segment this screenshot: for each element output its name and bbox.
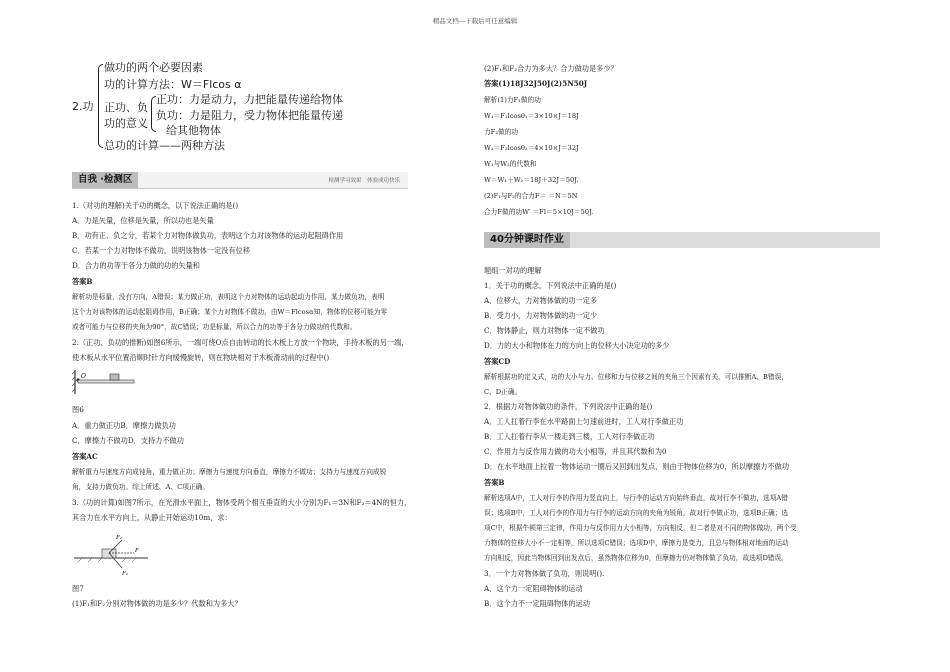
outline-item-positive: 正功：力是动力，力把能量传递给物体 (156, 93, 343, 106)
q3-explain-6: W＝W₁＋W₂＝18J＋32J＝50J. (484, 176, 579, 184)
r2-explain-4: 力物体的位移大小不一定相等，所以选项C错误；选项D中，摩擦力是变力，且总与物体相对地面的运动 (484, 539, 789, 547)
q2-explain-1: 解析重力与速度方向成钝角，重力做正功；摩擦力与速度方向垂直，摩擦力不做功；支持力与速度方向成锐 (72, 468, 387, 476)
figure-7-label-f1: F₁ (116, 535, 123, 541)
q2-options-cd: C．摩擦力不做功D．支持力不做功 (72, 436, 184, 445)
r3-stem: 3．一个力对物体做了负功，则说明(). (484, 569, 605, 578)
r2-option-d: D．在水平地面上拉着一物体运动一圈后又回到出发点，则由于物体位移为0，所以摩擦力不做功 (484, 462, 790, 471)
outline-item-formula: 功的计算方法：W＝Flcos α (104, 78, 242, 91)
r2-option-b: B．工人扛着行李从一楼走到三楼，工人对行李做正功 (484, 432, 655, 441)
q2-options-ab: A．重力做正功B．摩擦力做负功 (72, 421, 176, 430)
q1-explain-3: 或者可能力与位移的夹角为90°，故C错误；功是标量，所以合力的功等于各分力做功的代数和。 (72, 323, 357, 331)
r2-explain-1: 解析选项A中，工人对行李的作用力竖直向上，与行李的运动方向始终垂直，故对行李不做功，选项A错 (484, 494, 788, 502)
r2-explain-5: 方向相反，因此当物体回到出发点后，虽然物体位移为0，但摩擦力仍对物体做了负功，故选项D错误。 (484, 554, 788, 562)
r1-option-c: C．物体静止，则力对物体一定不做功 (484, 326, 605, 335)
r2-option-a: A．工人扛着行李在水平路面上匀速前进时，工人对行李做正功 (484, 417, 684, 426)
r3-option-a: A．这个力一定阻碍物体的运动 (484, 584, 583, 593)
r2-explain-2: 误；选项B中，工人对行李的作用力与行李的运动方向的夹角为锐角，故对行李做正功，选项B正确；选 (484, 509, 789, 517)
q1-answer: 答案B (72, 277, 93, 286)
self-check-tab: 自我 ·检测区 (72, 172, 138, 188)
r1-answer: 答案CD (484, 357, 511, 366)
q2-stem-2: 使木板从水平位置沿顺时针方向缓慢旋转，则在物块相对于木板滑动前的过程中() (72, 353, 330, 362)
r1-explain-1: 解析根据功的定义式，功的大小与力、位移和力与位移之间的夹角三个因素有关，可以推断A、B错误， (484, 373, 788, 381)
q1-option-a: A．力是矢量，位移是矢量，所以功也是矢量 (72, 216, 214, 225)
outline-item-sign-a: 正功、负 (104, 101, 148, 114)
q1-option-d: D．合力的功等于各分力做的功的矢量和 (72, 261, 200, 270)
figure-7-label-f2: F₂ (122, 571, 129, 577)
outline-item-factors: 做功的两个必要因素 (104, 61, 203, 74)
q1-explain-2: 这个力对该物体的运动起阻碍作用，B正确；某个力对物体不做功，由W＝Flcosα知，物体的位移可能为零 (72, 308, 388, 316)
q1-stem: 1.（对功的理解)关于功的概念，以下说法正确的是() (72, 201, 239, 210)
q3-explain-5: W₁与W₂的代数和 (484, 160, 537, 168)
page-header: 精品文档---下载后可任意编辑 (432, 17, 518, 25)
r2-answer: 答案B (484, 478, 505, 487)
r1-option-d: D．力的大小和物体在力的方向上的位移大小决定功的多少 (484, 341, 670, 350)
r1-stem: 1．关于功的概念，下列说法中正确的是() (484, 281, 617, 290)
outline-number: 2.功 (72, 100, 94, 113)
figure-6-board (72, 368, 136, 396)
r2-stem: 2．根据力对物体做功的条件，下列说法中正确的是() (484, 402, 653, 411)
homework-banner-title: 40分钟课时作业 (484, 232, 570, 248)
q2-answer: 答案AC (72, 452, 98, 461)
figure-7-caption: 图7 (72, 584, 84, 593)
r2-explain-3: 项C中，根据牛顿第三定律，作用力与反作用力大小相等，方向相反，但二者是对不同的物体做功，两个受 (484, 524, 797, 532)
figure-6-caption: 图6 (72, 405, 84, 414)
group-1-title: 题组一对功的理解 (484, 266, 542, 275)
outline-brace (98, 64, 103, 148)
r1-explain-2: C、D正确。 (484, 388, 522, 396)
figure-7-label-f: F (135, 548, 139, 554)
outline-item-negative: 负功：力是阻力，受力物体把能量传递 (156, 109, 343, 122)
self-check-slogan: 检测学习效果 体验成功快乐 (328, 178, 400, 184)
self-check-banner (72, 172, 408, 189)
outline-item-negative-cont: 给其他物体 (166, 124, 221, 137)
q3-explain-4: W₂＝F₂lcosθ₂＝4×10×J＝32J (484, 144, 579, 152)
q3-explain-7: (2)F₁与F₂的合力F＝ ＝N＝5N (484, 192, 578, 200)
q2-stem-1: 2.（正功、负功的推断)如图6所示，一端可绕O点自由转动的长木板上方放一个物块，手持木板的另一端， (72, 338, 409, 347)
q2-explain-2: 角，支持力做负功。综上所述，A、C项正确。 (72, 483, 210, 491)
outline-item-sign-b: 功的意义 (104, 117, 148, 130)
q3-explain-8: 合力F做的功W′ ＝Fl＝5×10J＝50J. (484, 208, 594, 216)
q1-option-c: C．若某一个力对物体不做功，说明该物体一定没有位移 (72, 246, 251, 255)
q3-part-2: (2)F₁和F₂合力为多大？合力做功是多少？ (484, 64, 618, 73)
r3-option-b: B．这个力不一定阻碍物体的运动 (484, 599, 590, 608)
q3-explain-2: W₁＝F₁lcosθ₁＝3×10×J＝18J (484, 112, 579, 120)
q3-answer: 答案(1)18J32J50J(2)5N50J (484, 79, 588, 88)
figure-7-forces (72, 530, 152, 578)
q3-part-1: (1)F₁和F₂分别对物体做的功是多少？代数和为多大？ (72, 599, 242, 608)
q1-option-b: B．功有正、负之分，若某个力对物体做负功，表明这个力对该物体的运动起阻碍作用 (72, 231, 344, 240)
q3-explain-3: 力F₂做的功 (484, 128, 519, 136)
q3-stem-1: 3.（功的计算)如图7所示，在光滑水平面上，物体受两个相互垂直的大小分别为F₁＝3N和F₂＝4N的恒力， (72, 498, 412, 507)
outline-item-total: 总功的计算——两种方法 (104, 139, 225, 152)
figure-6-label-o: O (81, 373, 86, 380)
r2-option-c: C．作用力与反作用力做的功大小相等，并且其代数和为0 (484, 447, 667, 456)
q3-stem-2: 其合力在水平方向上，从静止开始运动10m，求： (72, 513, 232, 522)
q1-explain-1: 解析功是标量，没有方向，A错误；某力做正功，表明这个力对物体的运动起动力作用，某力做负功，表明 (72, 293, 385, 301)
homework-banner (484, 232, 880, 248)
r1-option-a: A．位移大，力对物体做的功一定多 (484, 296, 598, 305)
q3-explain-1: 解析(1)力F₁做的功 (484, 96, 541, 104)
r1-option-b: B．受力小，力对物体做的功一定少 (484, 311, 598, 320)
